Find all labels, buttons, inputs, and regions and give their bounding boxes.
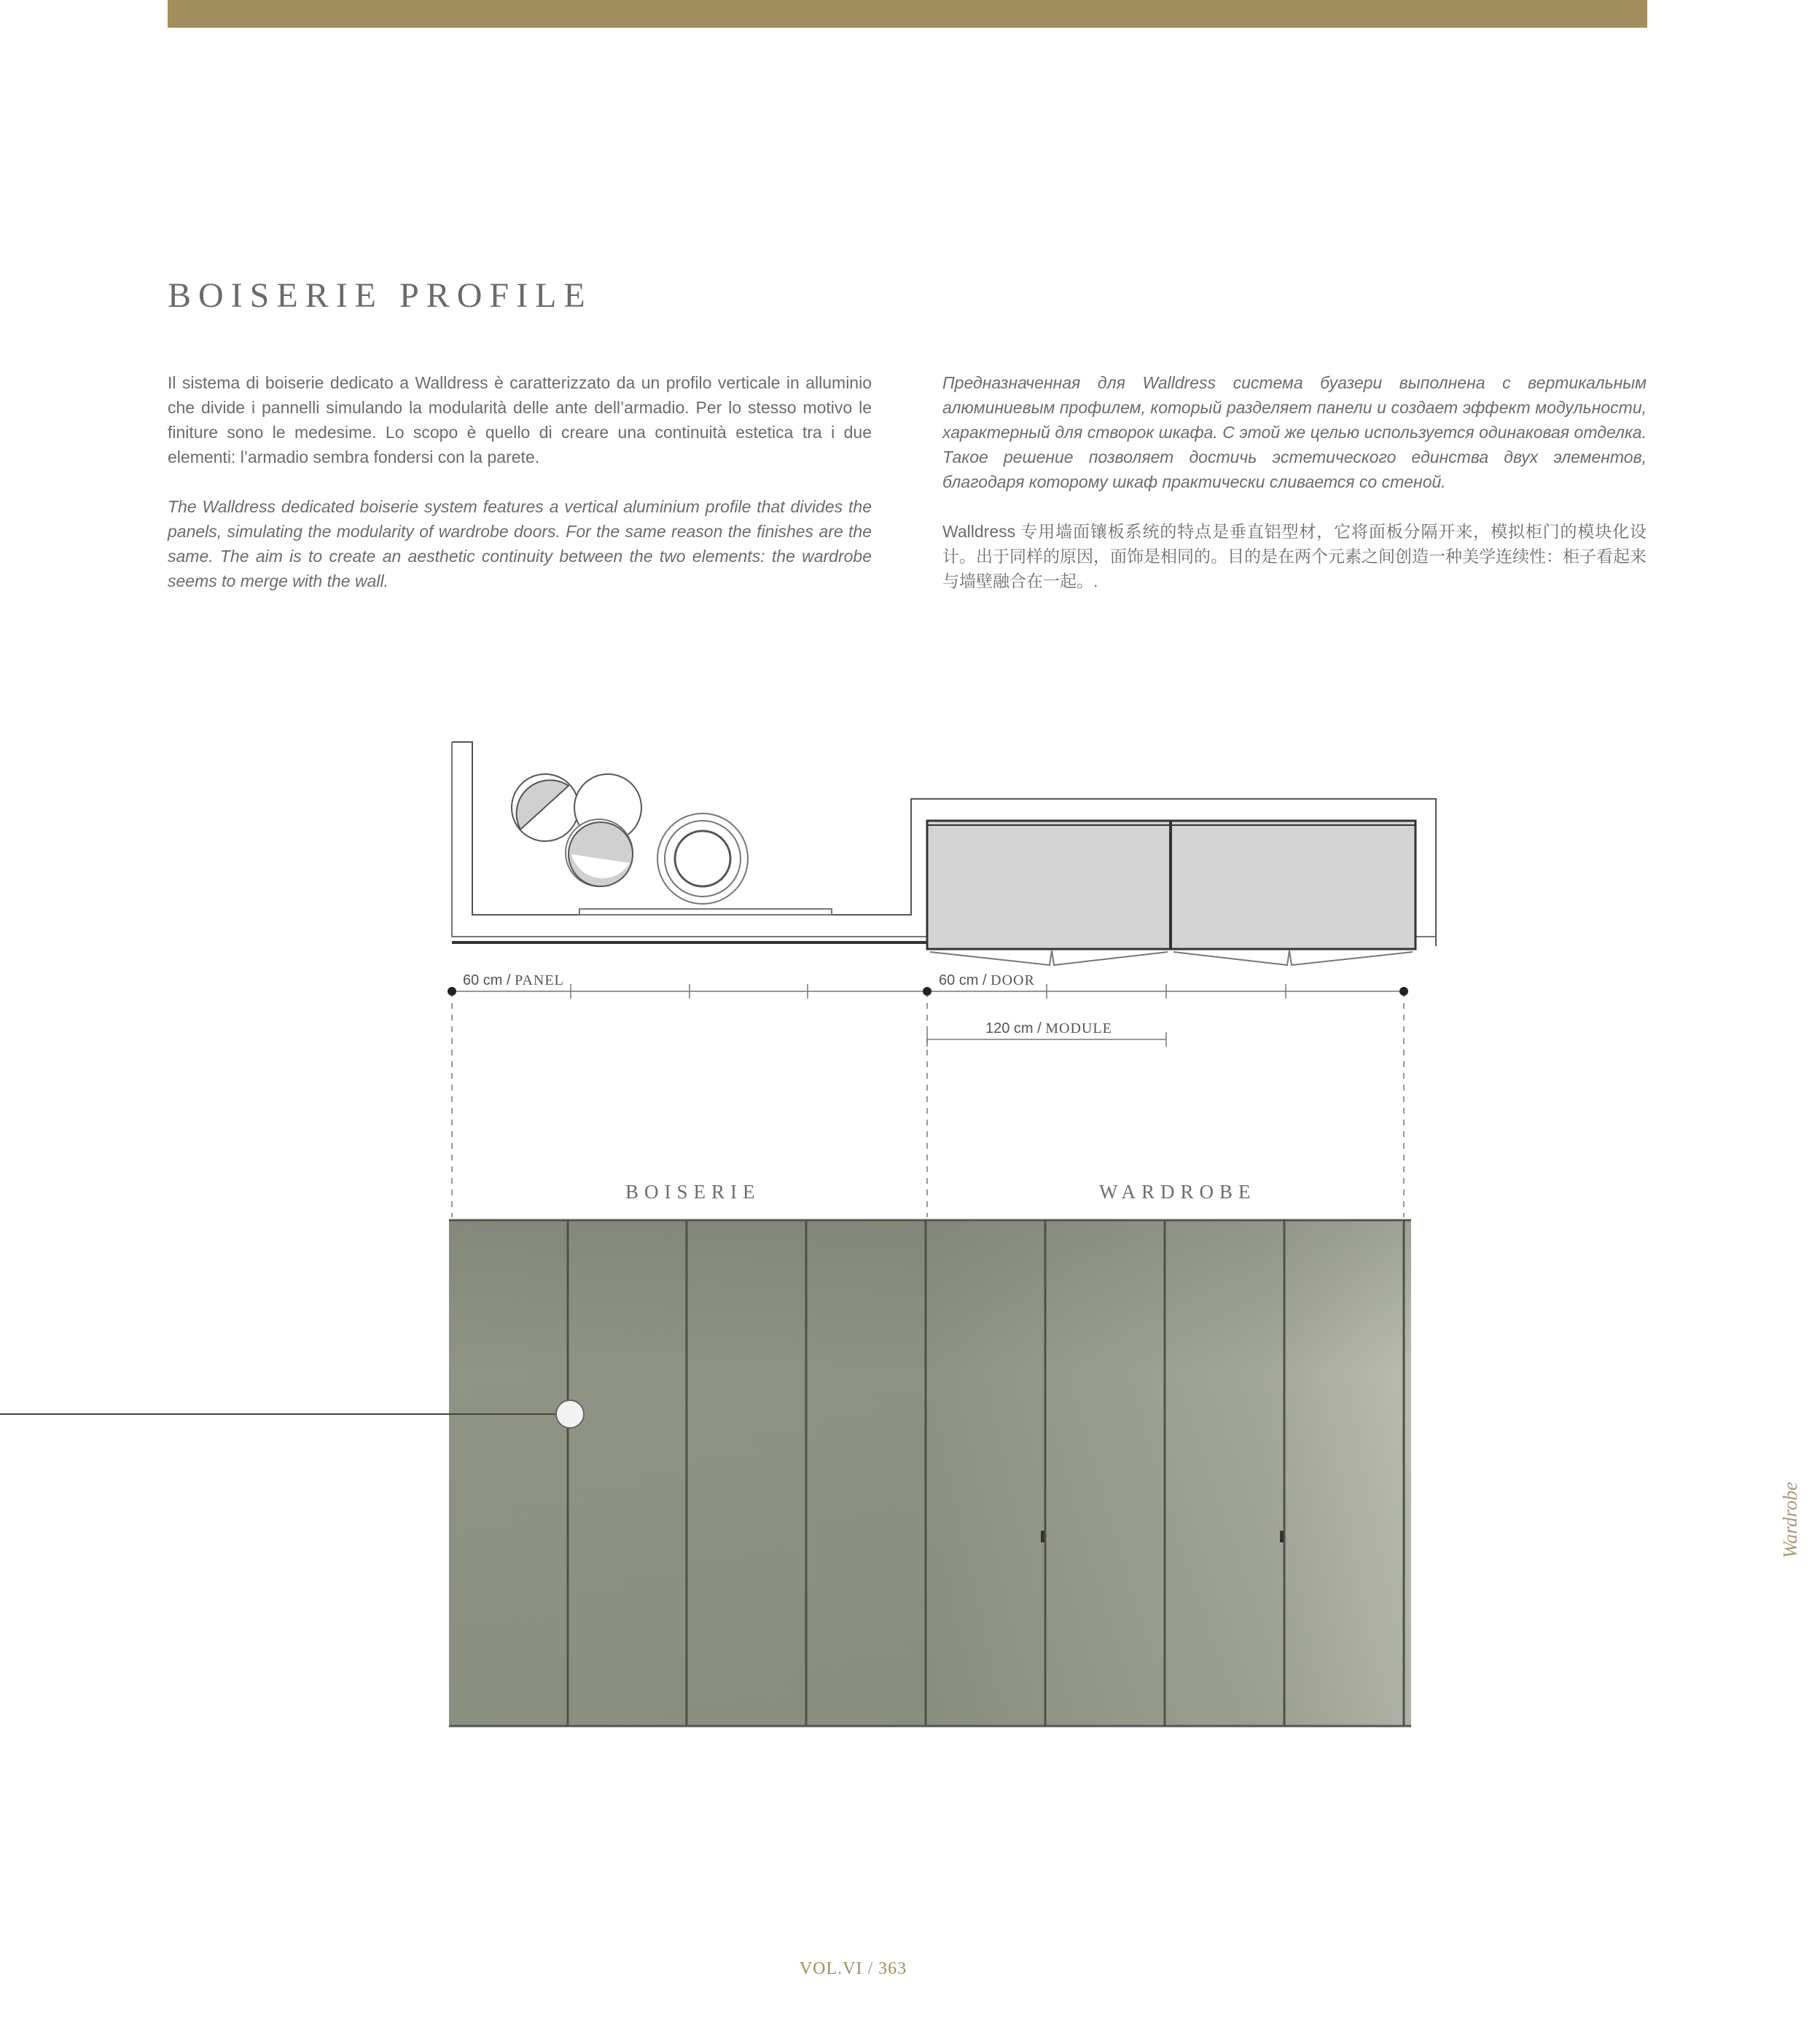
module-dimension-label [985,1020,1112,1037]
door-handle [1041,1531,1044,1542]
dimension-lines [452,984,1404,1217]
plan-view [452,742,1436,965]
panel-dim-value: 60 cm / [463,972,511,988]
chinese-paragraph: Walldress 专用墙面镶板系统的特点是垂直铝型材，它将面板分隔开来，模拟柜门的模块化设计。出于同样的原因，面饰是相同的。目的是在两个元素之间创造一种美学连续性：柜子看起来与墙壁融合在一起。. [942,522,1647,590]
boiserie-wardrobe-diagram [0,729,1820,1764]
dim-dot-right [1399,987,1408,996]
italian-paragraph: Il sistema di boiserie dedicato a Walldress è caratterizzato da un profilo verticale in alluminio che divide i pannelli simulando la modularità delle ante dell’armadio. Per lo stesso motivo le finiture sono le medesime. Lo scopo è quello di creare una continuità estetica tra i due elementi: l’armadio sembra fondersi con la parete. [168,373,872,466]
door-dim-value: 60 cm / [939,972,987,988]
door-dimension-label [939,972,1035,989]
page-footer: VOL.VI / 363 [799,1959,907,1978]
panel-dimension-label [463,972,564,989]
english-paragraph: The Walldress dedicated boiserie system features a vertical aluminium profile that divides the panels, simulating the modularity of wardrobe doors. For the same reason the finishes are the same. The aim is to create an aesthetic continuity between the two elements: the wardrobe seems to merge with the wall. [168,497,872,590]
door-dim-unit: DOOR [991,972,1035,988]
door-handle [1280,1531,1284,1542]
module-dim-value: 120 cm / [985,1020,1042,1037]
text-column-left [168,370,872,618]
side-section-label: Wardrobe [1779,1481,1802,1559]
boiserie-label: BOISERIE [625,1181,761,1203]
page-title: BOISERIE PROFILE [168,276,593,315]
dim-dot-middle [923,987,932,996]
panel-dim-unit: PANEL [515,972,564,988]
callout-marker [556,1400,584,1428]
elevation-view [0,1220,1411,1726]
table-plan [657,813,748,904]
wardrobe-label: WARDROBE [1099,1181,1257,1203]
dim-dot-left [448,987,456,996]
russian-paragraph: Предназначенная для Walldress система буазери выполнена с вертикальным алюминиевым профилем, который разделяет панели и создает эффект модульности, характерный для створок шкафа. С этой же целью используется одинаковая отделка. Такое решение позволяет достичь эстетического единства двух элементов, благодаря которому шкаф практически сливается со стеной. [942,373,1647,491]
bench-outline [579,909,832,915]
diagram-drawing [0,729,1820,1764]
top-accent-bar [168,0,1647,28]
module-dim-unit: MODULE [1045,1020,1112,1037]
text-column-right [942,370,1647,618]
